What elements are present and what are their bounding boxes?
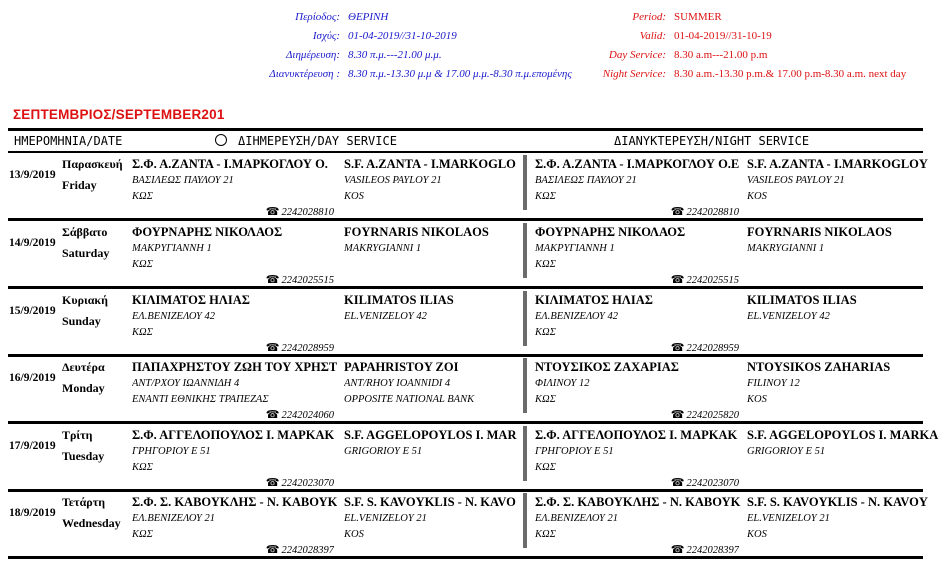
phone-icon: ☎ [265, 544, 280, 556]
row-date: 17/9/2019 [9, 440, 56, 452]
row-day-english: Monday [62, 381, 105, 395]
row-separator [8, 489, 923, 492]
phone-icon: ☎ [265, 477, 280, 489]
day-address-english: VASILEOS PAYLOY 21 [344, 175, 442, 186]
night-phone [659, 205, 739, 218]
night-pharmacy-name-greek: Σ.Φ. Α.ΖΑΝΤΑ - Ι.ΜΑΡΚΟΓΛΟΥ Ο.Ε [535, 157, 740, 171]
row-day-english: Wednesday [62, 516, 121, 530]
night-address-english: VASILEOS PAYLOY 21 [747, 175, 845, 186]
day-phone-number: 2242028810 [281, 207, 334, 218]
night-address-english: EL.VENIZELOY 21 [747, 513, 830, 524]
day-phone [254, 205, 334, 218]
day-pharmacy-name-greek: ΚΙΛΙΜΑΤΟΣ ΗΛΙΑΣ [132, 293, 250, 307]
greek-day-service-label: Διημέρευση: [285, 49, 340, 61]
night-pharmacy-name-english: S.F. A.ZANTA - I.MARKOGLOY [747, 157, 928, 171]
night-address-english: MAKRYGIANNI 1 [747, 243, 825, 254]
english-night-service-label: Night Service: [602, 68, 666, 80]
greek-header-labels [180, 8, 340, 84]
row-day-greek: Δευτέρα [62, 360, 105, 374]
night-city-english: KOS [747, 529, 767, 540]
night-pharmacy-name-english: NTOYSIKOS ZAHARIAS [747, 360, 891, 374]
night-pharmacy-name-greek: ΦΟΥΡΝΑΡΗΣ ΝΙΚΟΛΑΟΣ [535, 225, 686, 239]
day-city-greek: ΚΩΣ [132, 462, 153, 473]
night-pharmacy-name-english: FOYRNARIS NIKOLAOS [747, 225, 892, 239]
day-city-english: KOS [344, 191, 364, 202]
service-divider [523, 291, 527, 346]
day-phone-number: 2242024060 [281, 410, 334, 421]
row-separator [8, 556, 923, 559]
english-day-service-label: Day Service: [608, 49, 666, 61]
night-address-greek: ΓΡΗΓΟΡΙΟΥ Ε 51 [535, 446, 614, 457]
english-header-values [674, 8, 906, 84]
night-city-greek: ΚΩΣ [535, 394, 556, 405]
phone-icon: ☎ [670, 206, 685, 218]
phone-icon: ☎ [670, 342, 685, 354]
night-pharmacy-name-greek: ΚΙΛΙΜΑΤΟΣ ΗΛΙΑΣ [535, 293, 653, 307]
day-address-greek: ΜΑΚΡΥΓΙΑΝΝΗ 1 [132, 243, 212, 254]
day-phone-number: 2242025515 [281, 275, 334, 286]
day-pharmacy-name-english: S.F. A.ZANTA - I.MARKOGLO [344, 157, 516, 171]
day-pharmacy-name-greek: Σ.Φ. Α.ΖΑΝΤΑ - Ι.ΜΑΡΚΟΓΛΟΥ Ο. [132, 157, 328, 171]
service-divider [523, 223, 527, 278]
english-valid-value: 01-04-2019//31-10-19 [674, 30, 772, 42]
greek-valid-label: Ισχύς: [312, 30, 340, 42]
day-address-english: EL.VENIZELOY 42 [344, 311, 427, 322]
night-pharmacy-name-english: S.F. S. KAVOYKLIS - N. KAVOY [747, 495, 928, 509]
greek-night-service-value: 8.30 π.μ.-13.30 μ.μ & 17.00 μ.μ.-8.30 π.μ.επομένης [348, 68, 572, 80]
row-day-greek: Κυριακή [62, 293, 108, 307]
night-phone [659, 341, 739, 354]
english-header-labels [560, 8, 666, 84]
row-day-greek: Παρασκευή [62, 157, 123, 171]
row-day-english: Sunday [62, 314, 101, 328]
night-phone [659, 543, 739, 556]
night-phone-number: 2242025515 [686, 275, 739, 286]
night-phone-number: 2242028959 [686, 343, 739, 354]
day-pharmacy-name-english: S.F. S. KAVOYKLIS - N. KAVO [344, 495, 516, 509]
night-city-greek: ΚΩΣ [535, 529, 556, 540]
phone-icon: ☎ [670, 274, 685, 286]
day-service-column-header: ΔΙΗΜΕΡΕΥΣΗ/DAY SERVICE [238, 134, 397, 148]
day-pharmacy-name-english: KILIMATOS ILIAS [344, 293, 454, 307]
day-city-greek: ΚΩΣ [132, 327, 153, 338]
phone-icon: ☎ [265, 274, 280, 286]
night-phone-number: 2242028397 [686, 545, 739, 556]
night-phone-number: 2242023070 [686, 478, 739, 489]
night-pharmacy-name-greek: ΝΤΟΥΣΙΚΟΣ ΖΑΧΑΡΙΑΣ [535, 360, 679, 374]
phone-icon: ☎ [670, 477, 685, 489]
night-address-greek: ΒΑΣΙΛΕΩΣ ΠΑΥΛΟΥ 21 [535, 175, 637, 186]
day-phone-number: 2242023070 [281, 478, 334, 489]
day-address-greek: ΒΑΣΙΛΕΩΣ ΠΑΥΛΟΥ 21 [132, 175, 234, 186]
row-separator [8, 286, 923, 289]
night-address-greek: ΕΛ.ΒΕΝΙΖΕΛΟΥ 42 [535, 311, 618, 322]
service-divider [523, 358, 527, 413]
row-separator [8, 354, 923, 357]
day-city-greek: ΚΩΣ [132, 259, 153, 270]
phone-icon: ☎ [670, 409, 685, 421]
greek-header-values [348, 8, 572, 84]
day-address-greek: ΓΡΗΓΟΡΙΟΥ Ε 51 [132, 446, 211, 457]
day-address-english: MAKRYGIANNI 1 [344, 243, 422, 254]
night-address-english: GRIGORIOY E 51 [747, 446, 826, 457]
row-day-greek: Σάββατο [62, 225, 108, 239]
english-night-service-value: 8.30 a.m.-13.30 p.m.& 17.00 p.m-8.30 a.m. next day [674, 68, 907, 80]
day-pharmacy-name-greek: ΠΑΠΑΧΡΗΣΤΟΥ ΖΩΗ ΤΟΥ ΧΡΗΣΤ [132, 360, 337, 374]
night-city-greek: ΚΩΣ [535, 259, 556, 270]
row-day-english: Friday [62, 178, 97, 192]
day-pharmacy-name-greek: ΦΟΥΡΝΑΡΗΣ ΝΙΚΟΛΑΟΣ [132, 225, 283, 239]
night-pharmacy-name-english: KILIMATOS ILIAS [747, 293, 857, 307]
day-pharmacy-name-english: FOYRNARIS NIKOLAOS [344, 225, 489, 239]
day-address-english: ANT/RHOY IOANNIDI 4 [344, 378, 451, 389]
row-day-english: Tuesday [62, 449, 105, 463]
greek-period-value: ΘΕΡΙΝΗ [348, 11, 389, 23]
night-address-greek: ΕΛ.ΒΕΝΙΖΕΛΟΥ 21 [535, 513, 618, 524]
night-phone [659, 476, 739, 489]
night-phone [659, 273, 739, 286]
night-phone-number: 2242028810 [686, 207, 739, 218]
service-divider [523, 155, 527, 210]
greek-day-service-value: 8.30 π.μ.---21.00 μ.μ. [348, 49, 442, 61]
night-address-greek: ΜΑΚΡΥΓΙΑΝΝΗ 1 [535, 243, 615, 254]
date-column-header: ΗΜΕΡΟΜΗΝΙΑ/DATE [14, 134, 123, 148]
day-address-greek: ΕΛ.ΒΕΝΙΖΕΛΟΥ 42 [132, 311, 215, 322]
night-address-english: EL.VENIZELOY 42 [747, 311, 830, 322]
row-separator [8, 218, 923, 221]
night-service-column-header: ΔΙΑΝΥΚΤΕΡΕΥΣΗ/NIGHT SERVICE [614, 134, 810, 148]
day-city-greek: ΚΩΣ [132, 191, 153, 202]
night-address-greek: ΦΙΛΙΝΟΥ 12 [535, 378, 590, 389]
night-pharmacy-name-greek: Σ.Φ. ΑΓΓΕΛΟΠΟΥΛΟΣ Ι. ΜΑΡΚΑΚ [535, 428, 738, 442]
day-pharmacy-name-english: S.F. AGGELOPOYLOS I. MAR [344, 428, 517, 442]
greek-valid-value: 01-04-2019//31-10-2019 [348, 30, 457, 42]
day-phone [254, 273, 334, 286]
row-day-english: Saturday [62, 246, 110, 260]
night-city-greek: ΚΩΣ [535, 191, 556, 202]
night-city-english: KOS [747, 191, 767, 202]
night-city-greek: ΚΩΣ [535, 327, 556, 338]
night-address-english: FILINOY 12 [747, 378, 800, 389]
day-phone [254, 408, 334, 421]
day-phone [254, 543, 334, 556]
day-phone [254, 476, 334, 489]
row-day-greek: Τετάρτη [62, 495, 106, 509]
day-pharmacy-name-greek: Σ.Φ. ΑΓΓΕΛΟΠΟΥΛΟΣ Ι. ΜΑΡΚΑΚ [132, 428, 335, 442]
circle-icon [215, 134, 227, 146]
phone-icon: ☎ [670, 544, 685, 556]
greek-period-label: Περίοδος: [295, 11, 340, 23]
day-address-english: GRIGORIOY E 51 [344, 446, 423, 457]
night-phone-number: 2242025820 [686, 410, 739, 421]
day-pharmacy-name-english: PAPAHRISTOY ZOI [344, 360, 459, 374]
row-date: 14/9/2019 [9, 237, 56, 249]
row-date: 18/9/2019 [9, 507, 56, 519]
night-phone [659, 408, 739, 421]
row-date: 13/9/2019 [9, 169, 56, 181]
service-divider [523, 426, 527, 481]
night-city-english: KOS [747, 394, 767, 405]
night-pharmacy-name-greek: Σ.Φ. Σ. ΚΑΒΟΥΚΛΗΣ - Ν. ΚΑΒΟΥΚ [535, 495, 741, 509]
month-title: ΣΕΠΤΕΜΒΡΙΟΣ/SEPTEMBER201 [13, 107, 225, 122]
day-city-english: OPPOSITE NATIONAL BANK [344, 394, 475, 405]
row-separator [8, 421, 923, 424]
row-date: 16/9/2019 [9, 372, 56, 384]
phone-icon: ☎ [265, 206, 280, 218]
day-phone [254, 341, 334, 354]
day-city-english: KOS [344, 529, 364, 540]
english-period-value: SUMMER [674, 11, 722, 23]
day-phone-number: 2242028397 [281, 545, 334, 556]
phone-icon: ☎ [265, 409, 280, 421]
english-day-service-value: 8.30 a.m---21.00 p.m [674, 49, 768, 61]
night-pharmacy-name-english: S.F. AGGELOPOYLOS I. MARKA [747, 428, 939, 442]
table-header-border [8, 151, 923, 153]
day-address-greek: ΕΛ.ΒΕΝΙΖΕΛΟΥ 21 [132, 513, 215, 524]
phone-icon: ☎ [265, 342, 280, 354]
row-day-greek: Τρίτη [62, 428, 93, 442]
day-pharmacy-name-greek: Σ.Φ. Σ. ΚΑΒΟΥΚΛΗΣ - Ν. ΚΑΒΟΥΚ [132, 495, 337, 509]
night-city-greek: ΚΩΣ [535, 462, 556, 473]
english-period-label: Period: [632, 11, 666, 23]
day-city-greek: ΕΝΑΝΤΙ ΕΘΝΙΚΗΣ ΤΡΑΠΕΖΑΣ [132, 394, 269, 405]
day-city-greek: ΚΩΣ [132, 529, 153, 540]
service-divider [523, 493, 527, 548]
english-valid-label: Valid: [639, 30, 666, 42]
day-address-english: EL.VENIZELOY 21 [344, 513, 427, 524]
row-date: 15/9/2019 [9, 305, 56, 317]
table-top-border [8, 128, 923, 131]
day-phone-number: 2242028959 [281, 343, 334, 354]
day-address-greek: ΑΝΤ/ΡΧΟΥ ΙΩΑΝΝΙΔΗ 4 [132, 378, 240, 389]
greek-night-service-label: Διανυκτέρευση : [269, 68, 340, 80]
